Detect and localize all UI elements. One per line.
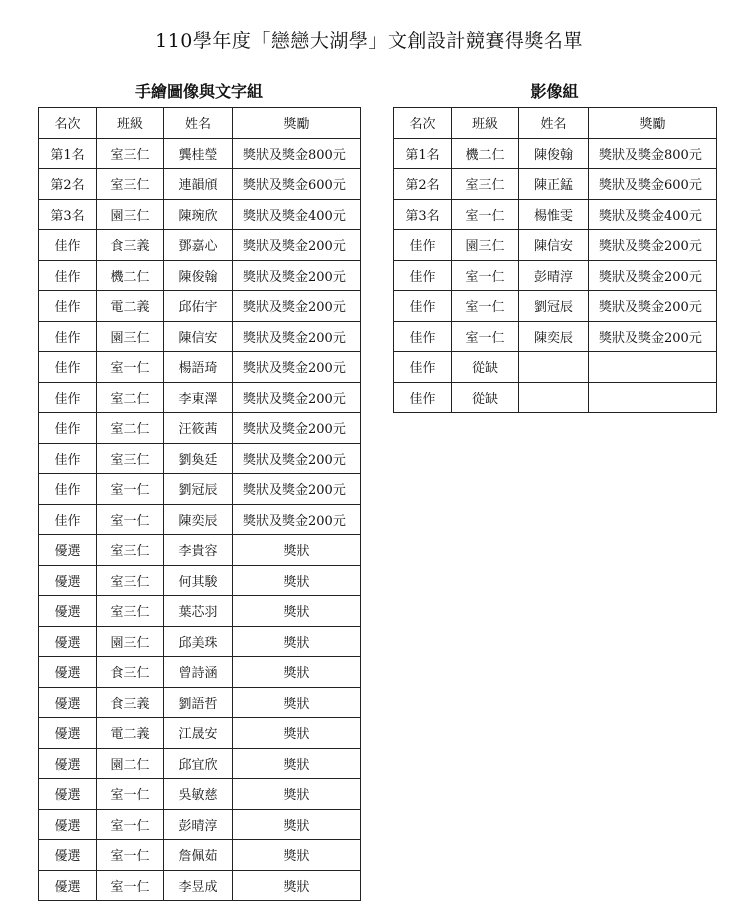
rank-cell: 佳作: [394, 230, 452, 261]
class-cell: 園三仁: [97, 626, 164, 657]
class-cell: 從缺: [452, 382, 519, 413]
rank-cell: 第1名: [394, 138, 452, 169]
award-cell: [589, 382, 717, 413]
rank-cell: 優選: [39, 565, 97, 596]
class-cell: 室一仁: [97, 504, 164, 535]
class-cell: 從缺: [452, 352, 519, 383]
table-row: [39, 504, 361, 535]
class-cell: 室一仁: [97, 840, 164, 871]
header-award: 獎勵: [233, 108, 361, 139]
table-row: [394, 352, 717, 383]
table-row: [39, 779, 361, 810]
rank-cell: 佳作: [394, 291, 452, 322]
name-cell: 江晟安: [164, 718, 233, 749]
table-row: [39, 260, 361, 291]
award-cell: 獎狀: [233, 718, 361, 749]
class-cell: 室二仁: [97, 382, 164, 413]
name-cell: 鄧嘉心: [164, 230, 233, 261]
table-row: [39, 230, 361, 261]
class-cell: 室三仁: [97, 565, 164, 596]
table-row: [39, 840, 361, 871]
class-cell: 園三仁: [97, 199, 164, 230]
rank-cell: 優選: [39, 657, 97, 688]
header-class: 班級: [97, 108, 164, 139]
table-row: [394, 291, 717, 322]
class-cell: 室三仁: [452, 169, 519, 200]
class-cell: 電二義: [97, 291, 164, 322]
name-cell: 曾詩涵: [164, 657, 233, 688]
award-cell: 獎狀: [233, 565, 361, 596]
rank-cell: 佳作: [394, 382, 452, 413]
award-cell: 獎狀及獎金200元: [233, 382, 361, 413]
table-row: [39, 382, 361, 413]
class-cell: 食三仁: [97, 657, 164, 688]
rank-cell: 優選: [39, 748, 97, 779]
rank-cell: 優選: [39, 535, 97, 566]
rank-cell: 佳作: [39, 291, 97, 322]
name-cell: 連韻頎: [164, 169, 233, 200]
award-cell: 獎狀: [233, 870, 361, 901]
name-cell: 陳信安: [519, 230, 589, 261]
name-cell: 詹佩茹: [164, 840, 233, 871]
table-row: [394, 321, 717, 352]
class-cell: 食三義: [97, 230, 164, 261]
award-cell: 獎狀及獎金200元: [233, 504, 361, 535]
award-cell: 獎狀: [233, 779, 361, 810]
class-cell: 室三仁: [97, 138, 164, 169]
rank-cell: 第3名: [39, 199, 97, 230]
rank-cell: 優選: [39, 870, 97, 901]
award-cell: 獎狀及獎金200元: [233, 260, 361, 291]
name-cell: 李貴容: [164, 535, 233, 566]
award-cell: 獎狀及獎金800元: [589, 138, 717, 169]
name-cell: 邱佑宇: [164, 291, 233, 322]
table-row: [394, 169, 717, 200]
rank-cell: 佳作: [394, 321, 452, 352]
header-rank: 名次: [39, 108, 97, 139]
award-cell: 獎狀: [233, 596, 361, 627]
table-row: [39, 748, 361, 779]
rank-cell: 優選: [39, 596, 97, 627]
table-row: [39, 809, 361, 840]
table-row: [39, 870, 361, 901]
class-cell: 機二仁: [452, 138, 519, 169]
name-cell: 陳奕辰: [164, 504, 233, 535]
table-row: [39, 443, 361, 474]
table-row: [39, 352, 361, 383]
table-row: [39, 474, 361, 505]
header-name: 姓名: [519, 108, 589, 139]
table-row: [39, 138, 361, 169]
table-row: [39, 413, 361, 444]
award-cell: 獎狀及獎金600元: [589, 169, 717, 200]
group-title-image: 影像組: [530, 82, 579, 101]
rank-cell: 優選: [39, 779, 97, 810]
class-cell: 室一仁: [452, 199, 519, 230]
name-cell: 楊惟雯: [519, 199, 589, 230]
award-cell: 獎狀: [233, 840, 361, 871]
name-cell: 邱美珠: [164, 626, 233, 657]
name-cell: 彭晴淳: [519, 260, 589, 291]
header-rank: 名次: [394, 108, 452, 139]
award-cell: 獎狀: [233, 687, 361, 718]
award-cell: 獎狀及獎金200元: [233, 352, 361, 383]
table-row: [394, 230, 717, 261]
drawing-group-table: [38, 107, 361, 901]
rank-cell: 第3名: [394, 199, 452, 230]
class-cell: 園三仁: [452, 230, 519, 261]
name-cell: 劉語哲: [164, 687, 233, 718]
class-cell: 室一仁: [452, 260, 519, 291]
name-cell: 吳敏慈: [164, 779, 233, 810]
class-cell: 機二仁: [97, 260, 164, 291]
award-cell: [589, 352, 717, 383]
class-cell: 室三仁: [97, 169, 164, 200]
class-cell: 食三義: [97, 687, 164, 718]
rank-cell: 優選: [39, 718, 97, 749]
name-cell: 陳信安: [164, 321, 233, 352]
name-cell: 楊語琦: [164, 352, 233, 383]
header-class: 班級: [452, 108, 519, 139]
rank-cell: 佳作: [39, 443, 97, 474]
table-row: [394, 138, 717, 169]
award-cell: 獎狀及獎金200元: [589, 291, 717, 322]
rank-cell: 第2名: [39, 169, 97, 200]
rank-cell: 佳作: [394, 352, 452, 383]
award-cell: 獎狀及獎金200元: [589, 230, 717, 261]
class-cell: 室三仁: [97, 535, 164, 566]
name-cell: 李昱成: [164, 870, 233, 901]
table-row: [39, 535, 361, 566]
table-row: [39, 291, 361, 322]
rank-cell: 優選: [39, 809, 97, 840]
name-cell: 陳俊翰: [519, 138, 589, 169]
award-cell: 獎狀及獎金200元: [233, 413, 361, 444]
name-cell: [519, 352, 589, 383]
rank-cell: 佳作: [39, 474, 97, 505]
rank-cell: 第2名: [394, 169, 452, 200]
award-cell: 獎狀及獎金200元: [589, 321, 717, 352]
name-cell: 劉奐廷: [164, 443, 233, 474]
award-cell: 獎狀及獎金200元: [233, 230, 361, 261]
rank-cell: 優選: [39, 840, 97, 871]
rank-cell: 佳作: [39, 413, 97, 444]
class-cell: 室一仁: [97, 474, 164, 505]
table-row: [394, 199, 717, 230]
class-cell: 園二仁: [97, 748, 164, 779]
class-cell: 室一仁: [452, 291, 519, 322]
award-cell: 獎狀及獎金200元: [233, 443, 361, 474]
table-row: [39, 596, 361, 627]
table-header-row: [39, 108, 361, 139]
table-row: [39, 321, 361, 352]
class-cell: 電二義: [97, 718, 164, 749]
image-group-table: [393, 107, 717, 413]
class-cell: 室三仁: [97, 443, 164, 474]
rank-cell: 優選: [39, 626, 97, 657]
award-cell: 獎狀及獎金800元: [233, 138, 361, 169]
table-row: [39, 169, 361, 200]
table-row: [39, 565, 361, 596]
award-cell: 獎狀及獎金200元: [589, 260, 717, 291]
rank-cell: 佳作: [39, 504, 97, 535]
name-cell: 龔桂瑩: [164, 138, 233, 169]
name-cell: 劉冠辰: [519, 291, 589, 322]
table-row: [39, 687, 361, 718]
rank-cell: 佳作: [39, 352, 97, 383]
award-cell: 獎狀: [233, 657, 361, 688]
award-cell: 獎狀: [233, 626, 361, 657]
name-cell: 劉冠辰: [164, 474, 233, 505]
rank-cell: 佳作: [39, 260, 97, 291]
name-cell: 邱宜欣: [164, 748, 233, 779]
rank-cell: 第1名: [39, 138, 97, 169]
table-row: [39, 657, 361, 688]
award-cell: 獎狀及獎金400元: [233, 199, 361, 230]
header-award: 獎勵: [589, 108, 717, 139]
rank-cell: 優選: [39, 687, 97, 718]
award-cell: 獎狀: [233, 809, 361, 840]
award-cell: 獎狀: [233, 748, 361, 779]
table-header-row: [394, 108, 717, 139]
name-cell: 何其駿: [164, 565, 233, 596]
class-cell: 室一仁: [452, 321, 519, 352]
award-cell: 獎狀及獎金600元: [233, 169, 361, 200]
class-cell: 室一仁: [97, 352, 164, 383]
name-cell: 陳奕辰: [519, 321, 589, 352]
class-cell: 室一仁: [97, 870, 164, 901]
table-row: [39, 626, 361, 657]
name-cell: 陳俊翰: [164, 260, 233, 291]
class-cell: 室一仁: [97, 809, 164, 840]
award-cell: 獎狀: [233, 535, 361, 566]
name-cell: 葉芯羽: [164, 596, 233, 627]
header-name: 姓名: [164, 108, 233, 139]
award-cell: 獎狀及獎金400元: [589, 199, 717, 230]
name-cell: 陳琬欣: [164, 199, 233, 230]
rank-cell: 佳作: [39, 382, 97, 413]
name-cell: 汪筱茜: [164, 413, 233, 444]
name-cell: [519, 382, 589, 413]
name-cell: 彭晴淳: [164, 809, 233, 840]
rank-cell: 佳作: [39, 230, 97, 261]
table-row: [394, 260, 717, 291]
rank-cell: 佳作: [39, 321, 97, 352]
table-row: [39, 199, 361, 230]
table-row: [394, 382, 717, 413]
table-row: [39, 718, 361, 749]
name-cell: 陳正錳: [519, 169, 589, 200]
name-cell: 李東澤: [164, 382, 233, 413]
document-title: 110學年度「戀戀大湖學」文創設計競賽得獎名單: [155, 30, 583, 52]
award-cell: 獎狀及獎金200元: [233, 321, 361, 352]
class-cell: 室一仁: [97, 779, 164, 810]
class-cell: 室三仁: [97, 596, 164, 627]
group-title-drawing: 手繪圖像與文字組: [134, 82, 263, 101]
rank-cell: 佳作: [394, 260, 452, 291]
class-cell: 園三仁: [97, 321, 164, 352]
class-cell: 室二仁: [97, 413, 164, 444]
award-cell: 獎狀及獎金200元: [233, 291, 361, 322]
award-cell: 獎狀及獎金200元: [233, 474, 361, 505]
